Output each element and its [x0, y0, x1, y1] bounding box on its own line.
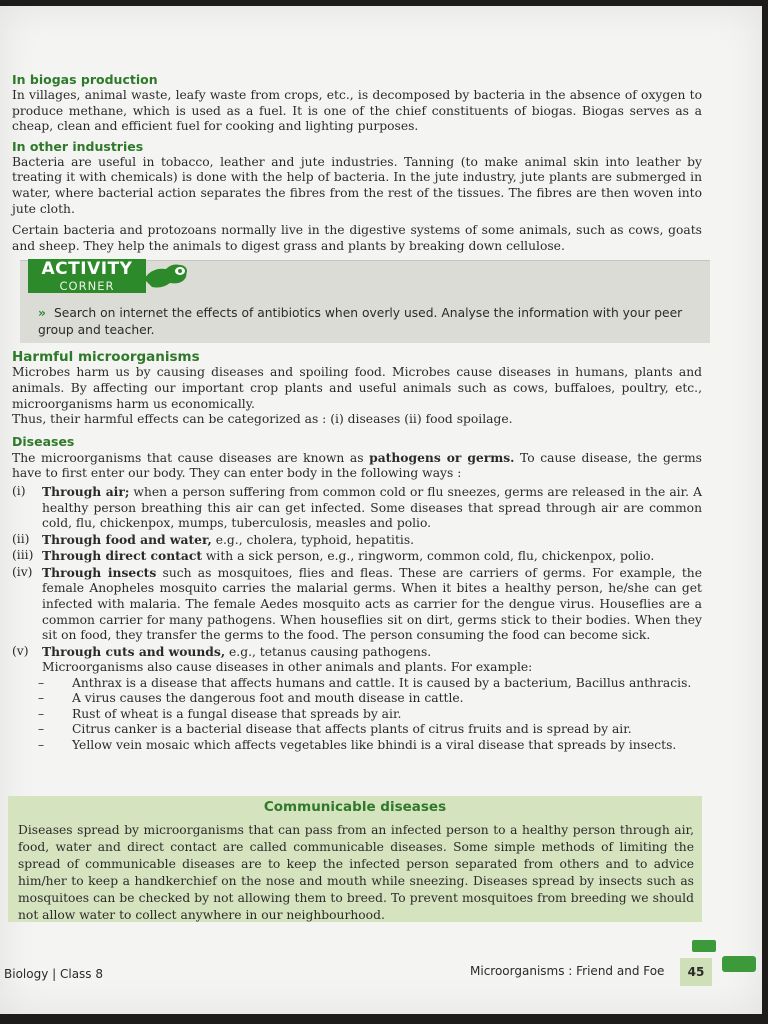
activity-instruction: Search on internet the effects of antibiotics when overly used. Analyse the information with your peer group and teacher. — [38, 306, 683, 338]
transmission-list — [12, 484, 702, 661]
activity-subtitle: CORNER — [28, 279, 146, 293]
communicable-diseases-box — [8, 796, 702, 922]
list-item: – A virus causes the dangerous foot and mouth disease in cattle. — [38, 691, 464, 706]
list-item: (v) Through cuts and wounds, e.g., tetanus causing pathogens. — [12, 643, 432, 659]
footer-subject: Biology | Class 8 — [4, 967, 103, 981]
diseases-intro: The microorganisms that cause diseases are known as pathogens or germs. To cause disease, the germs have to first enter our body. They can enter body in the following ways : — [12, 449, 702, 481]
page-number: 45 — [680, 958, 712, 986]
mouse-hand-icon — [142, 259, 190, 293]
communicable-text: Diseases spread by microorganisms that can pass from an infected person to a healthy person through air, food, water and direct contact are called communicable diseases. Some simple methods of limiting the spread of communicable diseases are to keep the infected person separated from others and to advice him/her to keep a handkerchief on the nose and mouth while sneezing. Diseases spread by insects such as mosquitoes can be checked by not allowing them to breed. To prevent mosquitoes from breeding we should not allow water to collect anywhere in our neighbourhood. — [18, 823, 694, 922]
list-item: (iv) Through insects such as mosquitoes, flies and fleas. These are carriers of germs. For example, the female Anopheles mosquito carries the malarial germs. When it bites a healthy person, he/she can get infected with malaria. The female Aedes mosquito acts as carrier for the dengue virus. Houseflies are a common carrier for many pathogens. When houseflies sit on dirt, germs stick to their bodies. When they sit on food, they transfer the germs to the food. The person consuming the food can become sick. — [12, 564, 702, 643]
harmful-paragraph: Microbes harm us by causing diseases and spoiling food. Microbes cause diseases in humans, plants and animals. By affecting our important crop plants and useful animals such as cows, buffaloes, poultry, etc., microorganisms harm us economically. — [12, 365, 702, 411]
list-item: – Yellow vein mosaic which affects vegetables like bhindi is a viral disease that spreads by insects. — [38, 737, 677, 752]
decorative-block — [722, 956, 756, 972]
harmful-heading: Harmful microorganisms — [12, 349, 200, 366]
list-item: – Anthrax is a disease that affects humans and cattle. It is caused by a bacterium, Bacillus anthracis. — [38, 676, 692, 691]
list-item: (iii) Through direct contact with a sick person, e.g., ringworm, common cold, flu, chickenpox, polio. — [12, 548, 655, 564]
activity-badge — [22, 259, 182, 293]
industries-paragraph: Bacteria are useful in tobacco, leather and jute industries. Tanning (to make animal skin into leather by treating it with chemicals) is done with the help of bacteria. In the jute industry, jute plants are submerged in water, where bacterial action separates the fibres from the rest of the tissues. The fibres are then woven into jute cloth. — [12, 154, 702, 216]
activity-bullet: » — [38, 306, 46, 321]
biogas-heading: In biogas production — [12, 72, 158, 87]
decorative-block — [692, 940, 716, 952]
main-content — [12, 72, 702, 753]
harmful-categories: Thus, their harmful effects can be categorized as : (i) diseases (ii) food spoilage. — [12, 412, 513, 427]
biogas-paragraph: In villages, animal waste, leafy waste from crops, etc., is decomposed by bacteria in the absence of oxygen to produce methane, which is used as a fuel. It is one of the chief constituents of biogas. Biogas serves as a cheap, clean and efficient fuel for cooking and lighting purposes. — [12, 88, 702, 134]
footer-chapter: Microorganisms : Friend and Foe — [470, 964, 665, 978]
other-diseases-intro: Microorganisms also cause diseases in other animals and plants. For example: — [42, 660, 533, 675]
list-item: – Citrus canker is a bacterial disease that affects plants of citrus fruits and is spread by air. — [38, 722, 632, 737]
industries-heading: In other industries — [12, 138, 144, 154]
activity-text — [38, 305, 698, 339]
examples-list — [12, 676, 702, 753]
activity-title: ACTIVITY — [28, 259, 146, 279]
list-item: (i) Through air; when a person suffering from common cold or flu sneezes, germs are released in the air. A healthy person breathing this air can get infected. Some diseases that spread through air are common cold, flu, chickenpox, mumps, tuberculosis, measles and polio. — [12, 483, 702, 531]
communicable-title: Communicable diseases — [263, 799, 447, 815]
list-item: – Rust of wheat is a fungal disease that spreads by air. — [38, 706, 402, 721]
digestion-paragraph: Certain bacteria and protozoans normally live in the digestive systems of some animals, such as cows, goats and sheep. They help the animals to digest grass and plants by breaking down cellulose. — [12, 223, 702, 253]
list-item: (ii) Through food and water, e.g., cholera, typhoid, hepatitis. — [12, 531, 415, 547]
textbook-page — [0, 6, 762, 1014]
diseases-heading: Diseases — [12, 433, 75, 449]
activity-corner — [20, 260, 710, 343]
